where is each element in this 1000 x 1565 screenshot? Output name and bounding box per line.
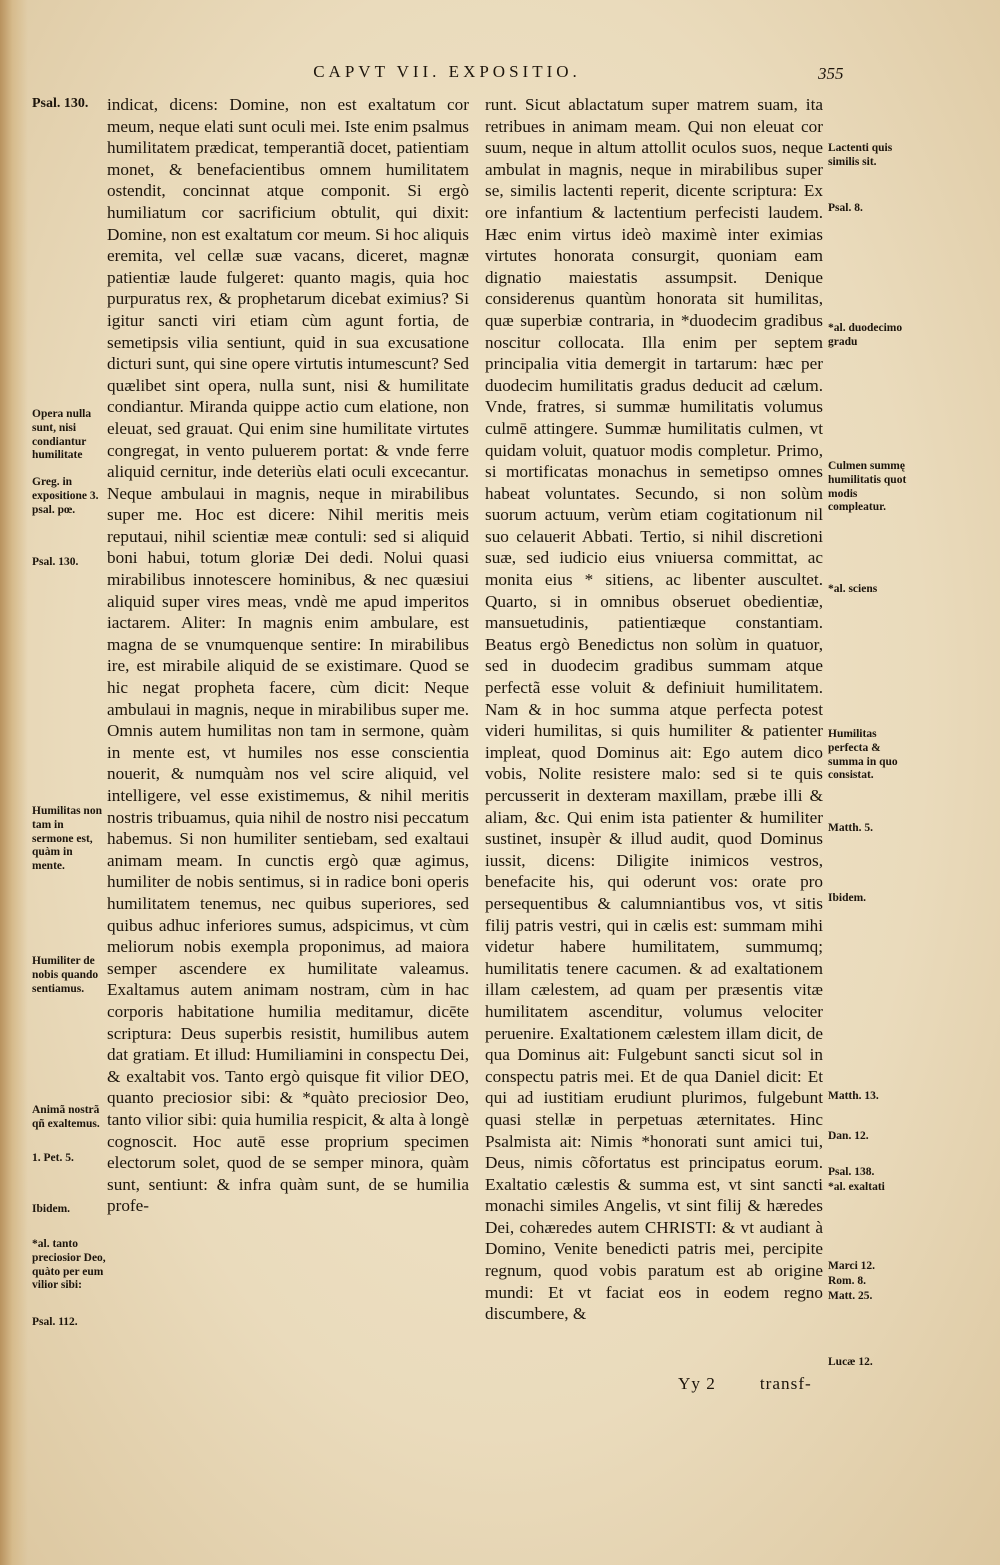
page-header xyxy=(0,62,1000,88)
right-margin-note: Matth. 13. xyxy=(828,1090,879,1102)
left-margin-note: Greg. in expositione 3. psal. pœ. xyxy=(32,476,99,516)
right-margin-note: Dan. 12. xyxy=(828,1130,869,1142)
left-margin-note: Psal. 112. xyxy=(32,1316,78,1328)
right-margin-note: *al. sciens xyxy=(828,583,878,595)
right-margin-note: Lucæ 12. xyxy=(828,1356,873,1368)
left-margin-note: Opera nulla sunt, nisi condiantur humilitate xyxy=(32,408,92,462)
left-margin-note: Psal. 130. xyxy=(32,96,89,111)
catchword-line xyxy=(678,1374,812,1394)
right-margin-note: Culmen summę humilitatis quot modis compleatur. xyxy=(828,460,907,514)
left-margin-note: 1. Pet. 5. xyxy=(32,1152,74,1164)
catchword: transf- xyxy=(759,1374,812,1393)
right-margin-note: Matt. 25. xyxy=(828,1290,873,1302)
left-margin-note: Humiliter de nobis quando sentiamus. xyxy=(32,955,99,995)
left-margin-note: Animã nostrã qñ exaltemus. xyxy=(32,1104,100,1130)
running-title: CAPVT VII. EXPOSITIO. xyxy=(313,62,581,81)
left-column-text: indicat, dicens: Domine, non est exaltatum cor meum, neque elati sunt oculi mei. Iste enim psalmus humilitatem prædicat, temperantiã docet, patientiam monet, & benefacientibus omnem humilitatem ostendit, concinnat atque componit. Si ergò humiliatum cor sacrificium obtulit, qui dixit: Domine, non est exaltatum cor meum. Si hoc aliquis eremita, vel cellæ suæ vacans, diceret, magnæ patientiæ laude fulgeret: quanto magis, quia hoc purpuratus rex, & prophetarum dicebat eximius? Si igitur sancti viri etiam cùm agunt fortia, de semetipsis vilia sentiunt, quid in sua excusatione dicturi sunt, qui sine opere virtutis intumescunt? Sed quælibet sint opera, nulla sunt, nisi & humilitate condiantur. Miranda quippe actio cum elatione, non eleuat, sed grauat. Qui enim sine humilitate virtutes congregat, in vento puluerem portat: & vnde ferre aliquid cernitur, inde deteriùs elati oculi excecantur. Neque ambulaui in magnis, neque in mirabilibus super me. Hoc est dicere: Nihil meritis meis reputaui, nihil scientiæ meæ contuli: sed si aliquid boni habui, totum gloriæ Dei dedi. Nolui quasi mirabilibus innotescere hominibus, & nec quæsiui aliquid super vires meas, vndè me apud imperitos iactarem. Aliter: In magnis enim ambulare, est magna de se vnumquenque sentire: In mirabilibus ire, est mirabile aliquid de se existimare. Quod se hic negat propheta facere, cùm dicit: Neque ambulaui in magnis, neque in mirabilibus super me. Omnis autem humilitas non tam in sermone, quàm in mente est, vt humiles nos esse conscientia nouerit, & numquàm nos vel scire aliquid, vel intelligere, vel esse existimemus, & nihil meritis nostris tribuamus, quia nihil de nostro nisi peccatum habemus. Si non humiliter sentiebam, sed exaltaui animam meam. In cunctis ergò quæ agimus, humiliter de nobis sentimus, si in radice boni operis humilitatem tenemus, nec quibus superiores, sed quibus adhuc inferiores sumus, adspicimus, vt cùm meliorum nobis exempla proponimus, ad maiora semper ascendere ex humilitate valeamus. Exaltamus autem animam nostram, cùm in hac corporis habitatione humilia meditamur, dicēte scriptura: Deus superbis resistit, humilibus autem dat gratiam. Et illud: Humiliamini in conspectu Dei, & exaltabit vos. Tanto ergò quisque fit vilior DEO, quanto preciosior sibi: & *quàto preciosior Deo, tanto vilior sibi: quia humilia respicit, & alta à longè cognoscit. Hoc autē esse proprium specimen electorum solet, quod de se semper minora, quàm sunt, sentiunt: & infra quàm sunt, de se humilia profe- xyxy=(107,95,469,1216)
right-margin-note: Lactenti quis similis sit. xyxy=(828,142,893,168)
left-margin-note: Ibidem. xyxy=(32,1203,71,1215)
right-margin-note: *al. duodecimo gradu xyxy=(828,322,903,348)
left-margin-note: *al. tanto preciosior Deo, quàto per eum vilior sibi: xyxy=(32,1238,106,1292)
right-margin-note: Marci 12. xyxy=(828,1260,876,1272)
signature-mark: Yy 2 xyxy=(678,1374,716,1393)
right-margin-note: Ibidem. xyxy=(828,892,867,904)
right-text-column xyxy=(485,94,823,1325)
right-margin-note: Matth. 5. xyxy=(828,822,874,834)
right-margin-note: Rom. 8. xyxy=(828,1275,867,1287)
right-margin-note: Psal. 138. xyxy=(828,1166,875,1178)
right-margin-note: Psal. 8. xyxy=(828,202,863,214)
left-text-column xyxy=(107,94,469,1217)
page-number: 355 xyxy=(818,64,844,83)
right-margin-note: *al. exaltati xyxy=(828,1181,885,1193)
left-margin-note: Humilitas non tam in sermone est, quàm in mente. xyxy=(32,805,102,873)
right-margin-note: Humilitas perfecta & summa in quo consistat. xyxy=(828,728,898,782)
right-column-text: runt. Sicut ablactatum super matrem suam, ita retribues in animam meam. Qui non eleuat cor suum, neque in altum attollit oculos suos, neque ambulat in magnis, neque in mirabilibus super se, similis lactenti reperit, dicente scriptura: Ex ore infantium & lactentium perfecisti laudem. Hæc enim virtus ideò maximè inter eximias virtutes honorata consurgit, quoniam eam dignatio maiestatis assumpsit. Denique considerenus quantùm honorata sit humilitas, quæ superbiæ contraria, in *duodecim gradibus noscitur collocata. Illa enim per septem principalia vitia demergit in tartarum: hæc per duodecim humilitatis gradus deducit ad cælum. Vnde, fratres, si summæ humilitatis volumus culmē attingere. Summæ humilitatis culmen, vt quidam voluit, quatuor modis completur. Primo, si mortificatas monachus in semetipso omnes habeat voluntates. Secundo, si non solùm suorum actuum, verùm etiam cogitationum nil suo celauerit Abbati. Tertio, si nihil discretioni suæ, sed iudicio eius vniuersa committat, ac monita eius * sitiens, ac libenter auscultet. Quarto, si in omnibus obseruet obedientiæ, mansuetudinis, patientiæque constantiam. Beatus ergò Benedictus non solùm in quatuor, sed in duodecim gradibus summam atque perfectã esse voluit & definiuit humilitatem. Nam & in hoc summa atque perfecta potest videri humilitas, si quis humiliter & patienter impleat, quod Dominus ait: Ego autem dico vobis, Nolite resistere malo: sed si te quis percusserit in dexteram maxillam, præbe illi & aliam, &c. Qui enim ista patienter & humiliter sustinet, insupèr & illud audit, quod Dominus iussit, dicens: Diligite inimicos vestros, benefacite his, qui oderunt vos: orate pro persequentibus & calumniantibus vos, vt sitis filij patris vestri, qui in cælis est: summam mihi videtur habere humilitatem, summumq; humilitatis tenere cacumen. & ad exaltationem illam cælestem, ad quam per præsentis vitæ humilitatem ascenditur, volumus velociter peruenire. Exaltationem cælestem illam dicit, de qua Dominus ait: Fulgebunt sancti sicut sol in conspectu patris mei. Et de qua Daniel dicit: Et qui ad iustitiam erudiunt plurimos, fulgebunt quasi stellæ in perpetuas æternitates. Hinc Psalmista ait: Nimis *honorati sunt amici tui, Deus, nimis cõfortatus est principatus eorum. Exaltatio cælestis & summa est, vt sint sancti monachi similes Angelis, vt sint filij & hæredes Dei, cohæredes autem CHRISTI: & vt audiant à Domino, Venite benedicti patris mei, percipite regnum, quod vobis paratum est ab origine mundi: Et vt faciat eos in eodem regno discumbere, & xyxy=(485,95,823,1324)
left-margin-note: Psal. 130. xyxy=(32,556,79,568)
page-spine-shadow xyxy=(0,0,28,1565)
